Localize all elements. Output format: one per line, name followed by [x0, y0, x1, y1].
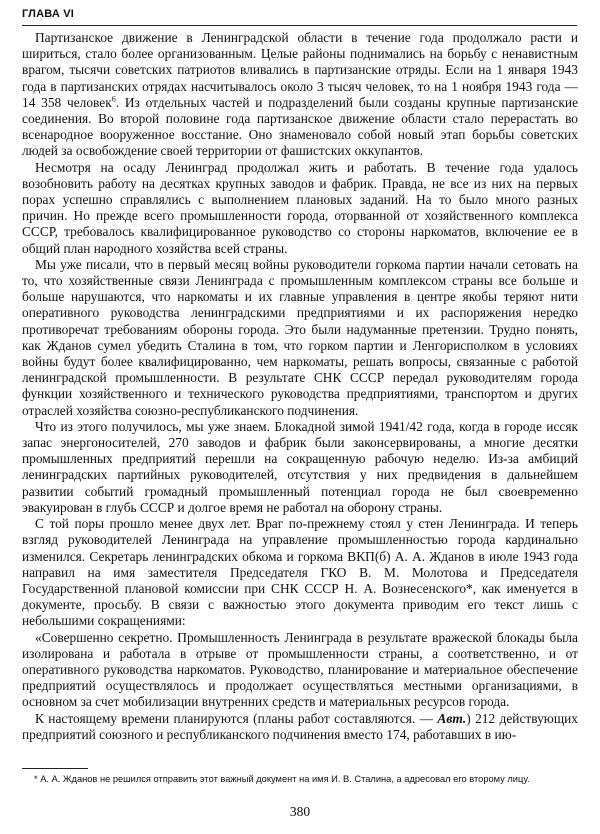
paragraph: К настоящему времени планируются (планы работ составляются. — Авт.) 212 действующих предприятий союзного и республиканского подчинения вместо 174, работавших в ию-	[22, 710, 578, 742]
footnote-ref: 6	[111, 94, 116, 104]
paragraph: Партизанское движение в Ленинградской области в течение года продолжало расти и шириться, стало более организованным. Целые районы поднимались на борьбу с ненавистным врагом, тысячи советских патриотов вливались в партизанские отряды. Если на 1 января 1943 года в партизанских отрядах насчитывалось около 3 тысяч человек, то на 1 ноября 1943 года — 14 358 человек$^6$. Из отдельных частей и подразделений были созданы крупные партизанские соединения. Во второй половине года партизанское движение области стало перерастать во всенародное вооруженное восстание. Оно знаменовало собой новый этап борьбы советских людей за освобождение своей территории от фашистских оккупантов.	[22, 30, 579, 159]
page-number: 380	[289, 804, 311, 819]
footnote: * А. А. Жданов не решился отправить этот важный документ на имя И. В. Сталина, а адресовал его второму лицу.	[34, 774, 530, 784]
quote-paragraph: «Совершенно секретно. Промышленность Ленинграда в результате вражеской блокады была изолирована и работала в отрыве от промышленности страны, а соответственно, и от оперативного руководства наркоматов. Руководство, планирование и материальное обеспечение предприятий осуществлялось и продолжает осуществляться местными организациями, в основном за счет мобилизации внутренних средств и материальных ресурсов города.	[22, 629, 578, 710]
paragraph: Что из этого получилось, мы уже знаем. Блокадной зимой 1941/42 года, когда в городе иссяк запас энергоносителей, 270 заводов и фабрик были законсервированы, а многие десятки промышленных предприятий перешли на сокращенную рабочую неделю. Из-за амбиций ленинградских партийных руководителей, отсутствия у них предвидения в дальнейшем развитии событий громадный промышленный потенциал города не был своевременно эвакуирован в глубь СССР и долгое время не работал на оборону страны.	[22, 418, 578, 515]
paragraph: С той поры прошло менее двух лет. Враг по-прежнему стоял у стен Ленинграда. И теперь взгляд руководителей Ленинграда на управление промышленностью города кардинально изменился. Секретарь ленинградских обкома и горкома ВКП(б) А. А. Жданов в июле 1943 года направил на имя заместителя Председателя ГКО В. М. Молотова и Председателя Государственной плановой комиссии при СНК СССР Н. А. Вознесенского*, как именуется в документе, просьбу. В связи с важностью этого документа приводим его текст лишь с небольшими сокращениями:	[22, 516, 578, 629]
header-rule	[22, 25, 577, 26]
body-text	[22, 30, 578, 743]
author-note: Авт.	[437, 710, 467, 726]
chapter-header: ГЛАВА VI	[22, 8, 75, 20]
paragraph: Несмотря на осаду Ленинград продолжал жить и работать. В течение года удалось возобновить работу на десятках крупных заводов и фабрик. Правда, не все из них на первых порах успешно справлялись с выполнением плановых заданий. На то было много разных причин. Но прежде всего промышленности города, оторванной от хозяйственного комплекса СССР, требовалось квалифицированное руководство со стороны наркоматов, включение ее в общий план народного хозяйства всей страны.	[22, 159, 578, 256]
footnote-rule	[22, 768, 88, 769]
paragraph: Мы уже писали, что в первый месяц войны руководители горкома партии начали сетовать на то, что хозяйственные связи Ленинграда с промышленным комплексом страны все больше и больше нарушаются, что наркоматы и их главные управления в центре якобы теряют нити оперативного руководства ленинградскими предприятиями и их распоряжения нередко противоречат требованиям обороны города. Это были надуманные претензии. Трудно понять, как Жданов сумел убедить Сталина в том, что горком партии и Ленгорисполком в условиях войны будут более квалифицированно, чем наркоматы, решать вопросы, связанные с работой ленинградской промышленности. В результате СНК СССР передал руководителям города функции хозяйственного и технического руководства предприятиями, транспортом и других отраслей хозяйства союзно-республиканского подчинения.	[22, 256, 578, 418]
